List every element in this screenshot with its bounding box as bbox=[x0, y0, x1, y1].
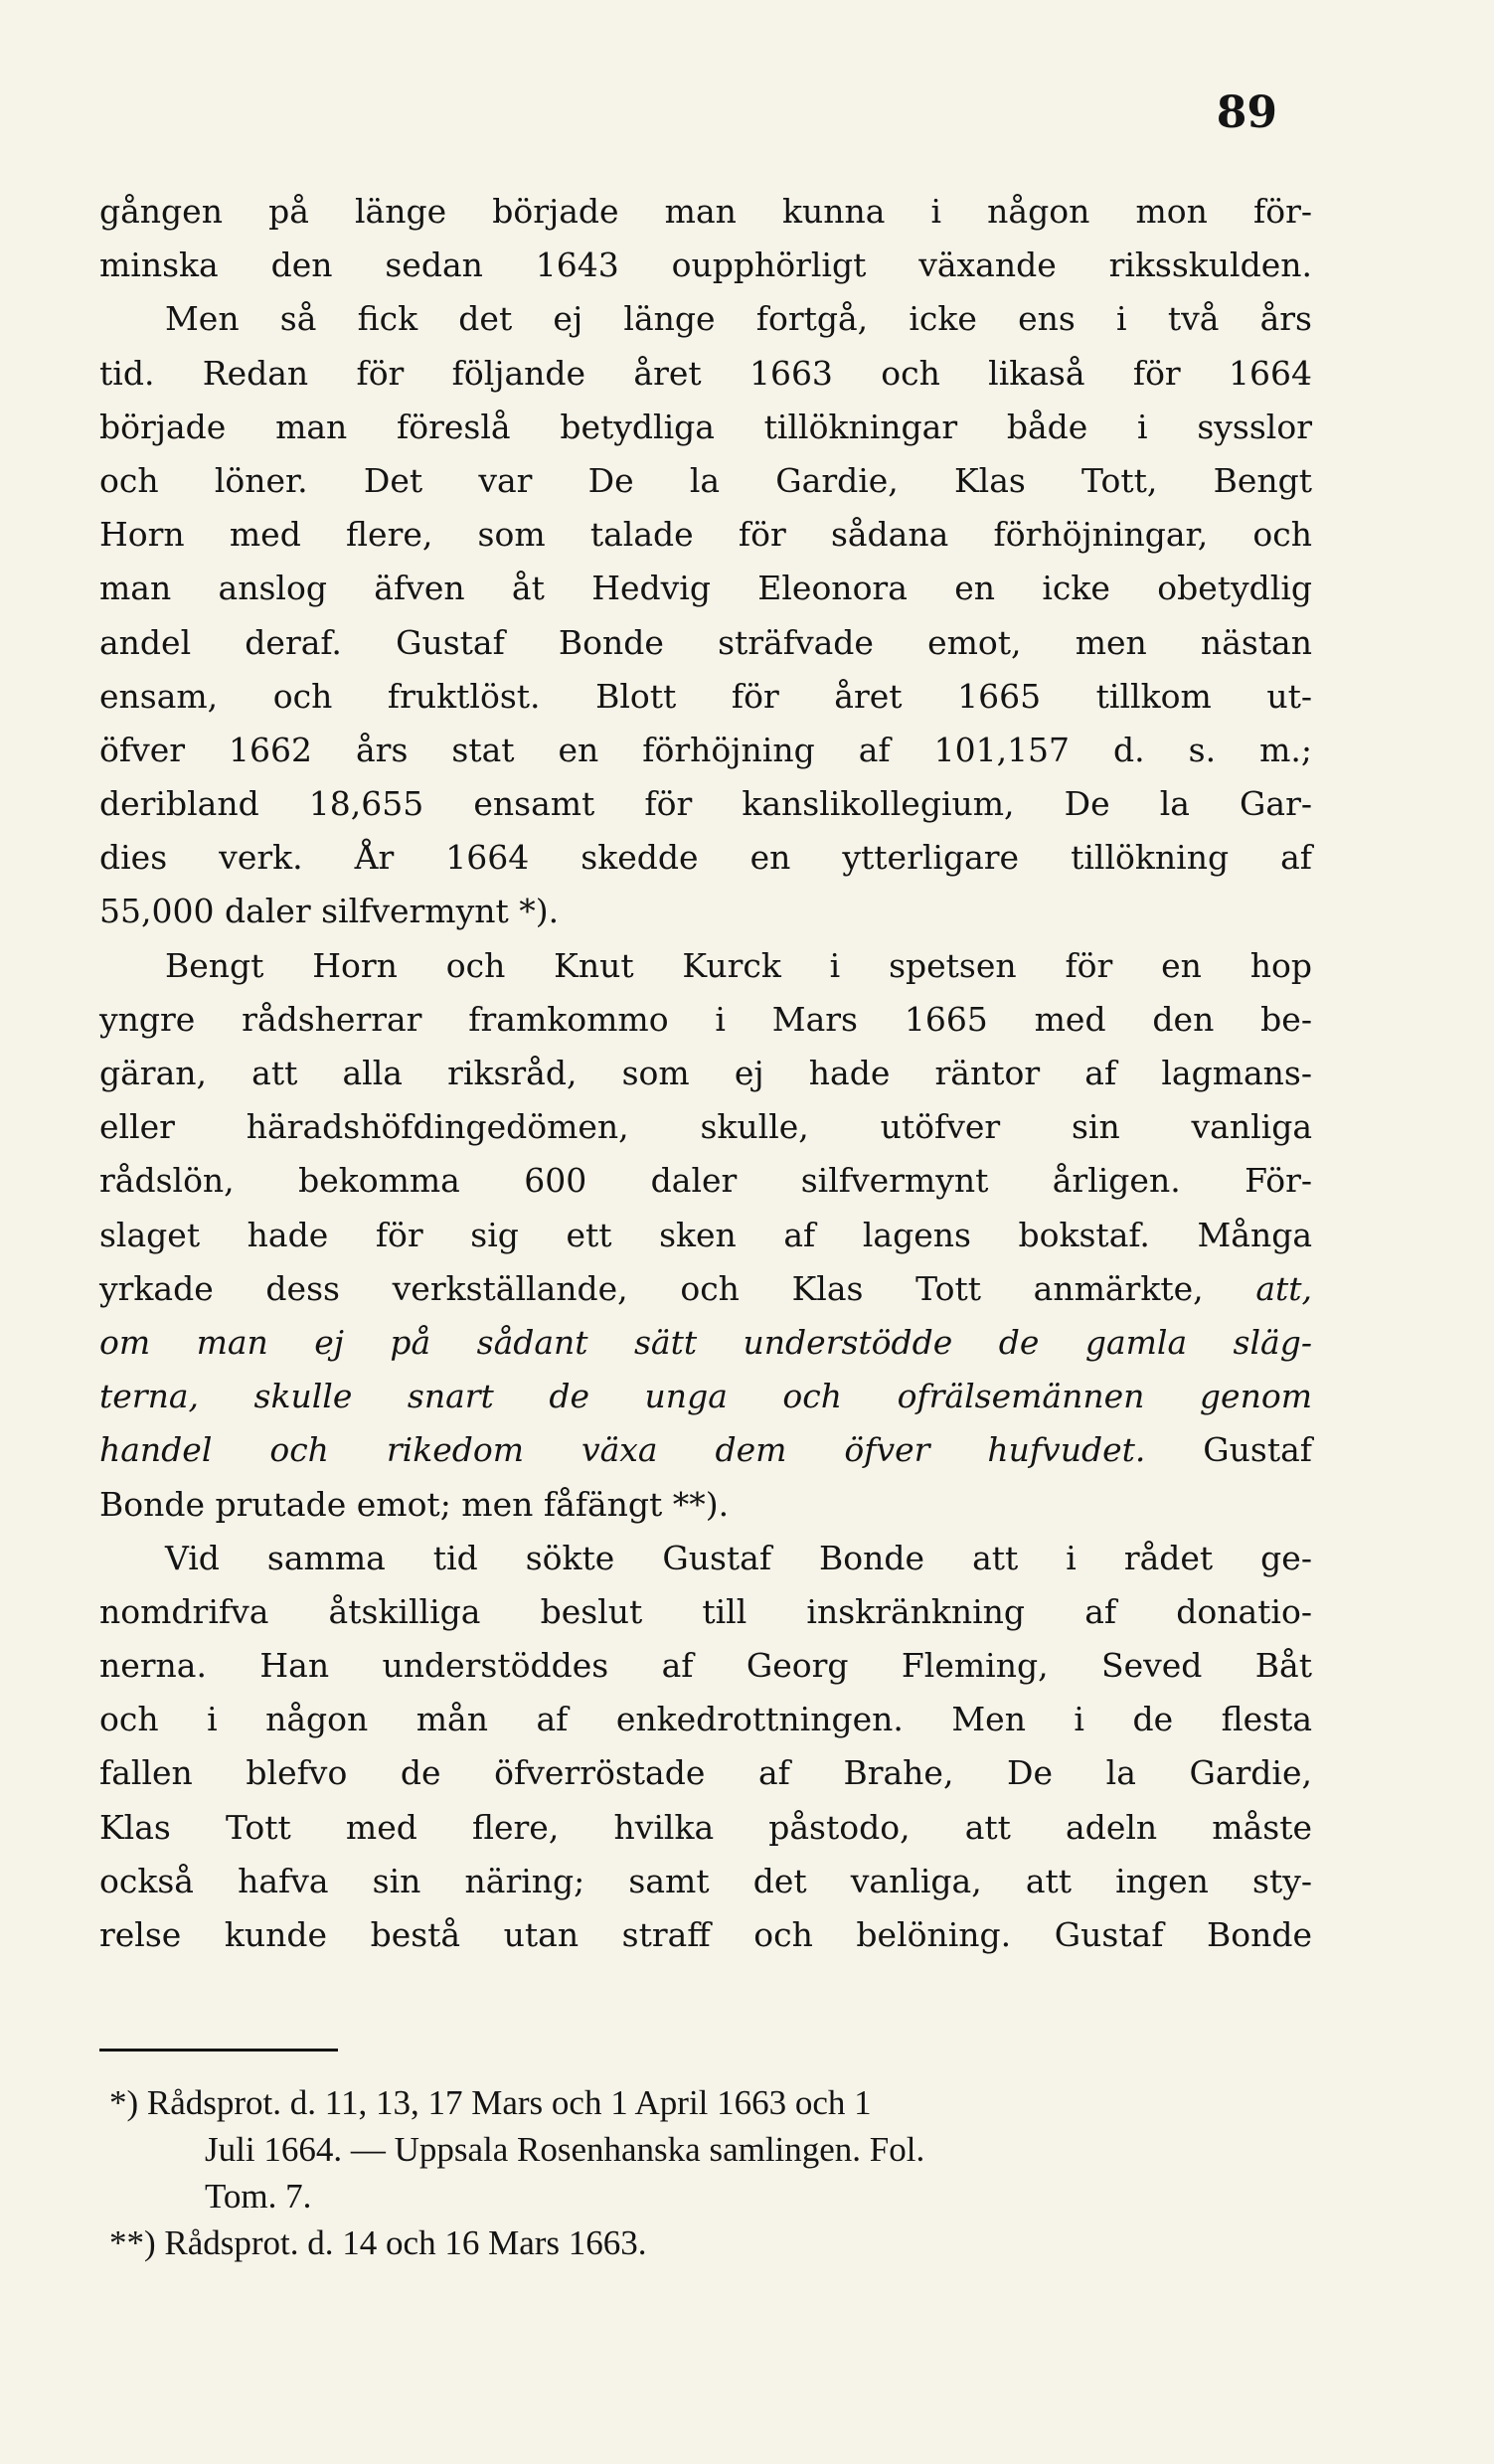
text-line: dies verk. År 1664 skedde en ytterligare tillökning af bbox=[99, 838, 1312, 878]
italic-text: att, bbox=[1255, 1268, 1312, 1308]
text-line: yngre rådsherrar framkommo i Mars 1665 med den be- bbox=[99, 999, 1312, 1039]
text-line: deribland 18,655 ensamt för kanslikollegium, De la Gar- bbox=[99, 784, 1312, 824]
footnote-divider bbox=[99, 2049, 338, 2052]
text-line: ensam, och fruktlöst. Blott för året 1665 tillkom ut- bbox=[99, 676, 1312, 716]
text-line: Horn med flere, som talade för sådana förhöjningar, och bbox=[99, 515, 1312, 555]
text-line: Bonde prutade emot; men fåfängt **). bbox=[99, 1484, 730, 1524]
text-line: man anslog äfven åt Hedvig Eleonora en icke obetydlig bbox=[99, 569, 1312, 608]
text-line: började man föreslå betydliga tillökningar både i sysslor bbox=[99, 407, 1312, 446]
text-line: och i någon mån af enkedrottningen. Men i de flesta bbox=[99, 1700, 1312, 1739]
text-line: Bengt Horn och Knut Kurck i spetsen för en hop bbox=[165, 945, 1312, 985]
text-line: nerna. Han understöddes af Georg Fleming, Seved Båt bbox=[99, 1646, 1312, 1686]
text-line: slaget hade för sig ett sken af lagens bokstaf. Många bbox=[99, 1215, 1312, 1254]
text-line: och löner. Det var De la Gardie, Klas Tott, Bengt bbox=[99, 460, 1312, 500]
footnotes bbox=[109, 2079, 1312, 2266]
text-line: relse kunde bestå utan straff och belöning. Gustaf Bonde bbox=[99, 1915, 1312, 1954]
text-line bbox=[99, 1262, 1312, 1316]
text-line: rådslön, bekomma 600 daler silfvermynt årligen. För- bbox=[99, 1161, 1312, 1201]
text-line: gången på länge började man kunna i någon mon för- bbox=[99, 192, 1312, 231]
italic-text-line: terna, skulle snart de unga och ofrälsemännen genom bbox=[99, 1377, 1312, 1416]
text-line: eller häradshöfdingedömen, skulle, utöfver sin vanliga bbox=[99, 1107, 1312, 1147]
text-line: gäran, att alla riksråd, som ej hade räntor af lagmans- bbox=[99, 1054, 1312, 1092]
text-line: Men så fick det ej länge fortgå, icke ens i två års bbox=[165, 299, 1312, 339]
footnote-line: Juli 1664. — Uppsala Rosenhanska samlingen. Fol. bbox=[205, 2130, 925, 2169]
page-number: 89 bbox=[1216, 87, 1277, 138]
text-line: minska den sedan 1643 oupphörligt växande riksskulden. bbox=[99, 246, 1312, 285]
italic-text-line: om man ej på sådant sätt understödde de gamla släg- bbox=[99, 1322, 1312, 1362]
footnote-line: Tom. 7. bbox=[205, 2177, 312, 2216]
text-segment: yrkade dess verkställande, och Klas Tott anmärkte, bbox=[99, 1268, 1204, 1308]
text-line: också hafva sin näring; samt det vanliga, att ingen sty- bbox=[99, 1861, 1312, 1900]
text-line: nomdrifva åtskilliga beslut till inskränkning af donatio- bbox=[99, 1591, 1312, 1631]
text-segment: Gustaf bbox=[1203, 1430, 1312, 1470]
text-line: Vid samma tid sökte Gustaf Bonde att i rådet ge- bbox=[165, 1538, 1312, 1577]
text-line: 55,000 daler silfvermynt *). bbox=[99, 892, 560, 931]
footnote-line: **) Rådsprot. d. 14 och 16 Mars 1663. bbox=[109, 2223, 647, 2262]
body-text bbox=[99, 185, 1312, 1962]
text-line: Klas Tott med flere, hvilka påstodo, att adeln måste bbox=[99, 1807, 1312, 1847]
text-line: öfver 1662 års stat en förhöjning af 101,157 d. s. m.; bbox=[99, 730, 1312, 769]
text-line: fallen blefvo de öfverröstade af Brahe, De la Gardie, bbox=[99, 1753, 1312, 1793]
text-line: tid. Redan för följande året 1663 och likaså för 1664 bbox=[99, 353, 1312, 393]
footnote-line: *) Rådsprot. d. 11, 13, 17 Mars och 1 April 1663 och 1 bbox=[109, 2083, 872, 2122]
italic-text: handel och rikedom växa dem öfver hufvudet. bbox=[99, 1430, 1146, 1470]
text-line bbox=[99, 1423, 1312, 1477]
text-line: andel deraf. Gustaf Bonde sträfvade emot, men nästan bbox=[99, 622, 1312, 662]
